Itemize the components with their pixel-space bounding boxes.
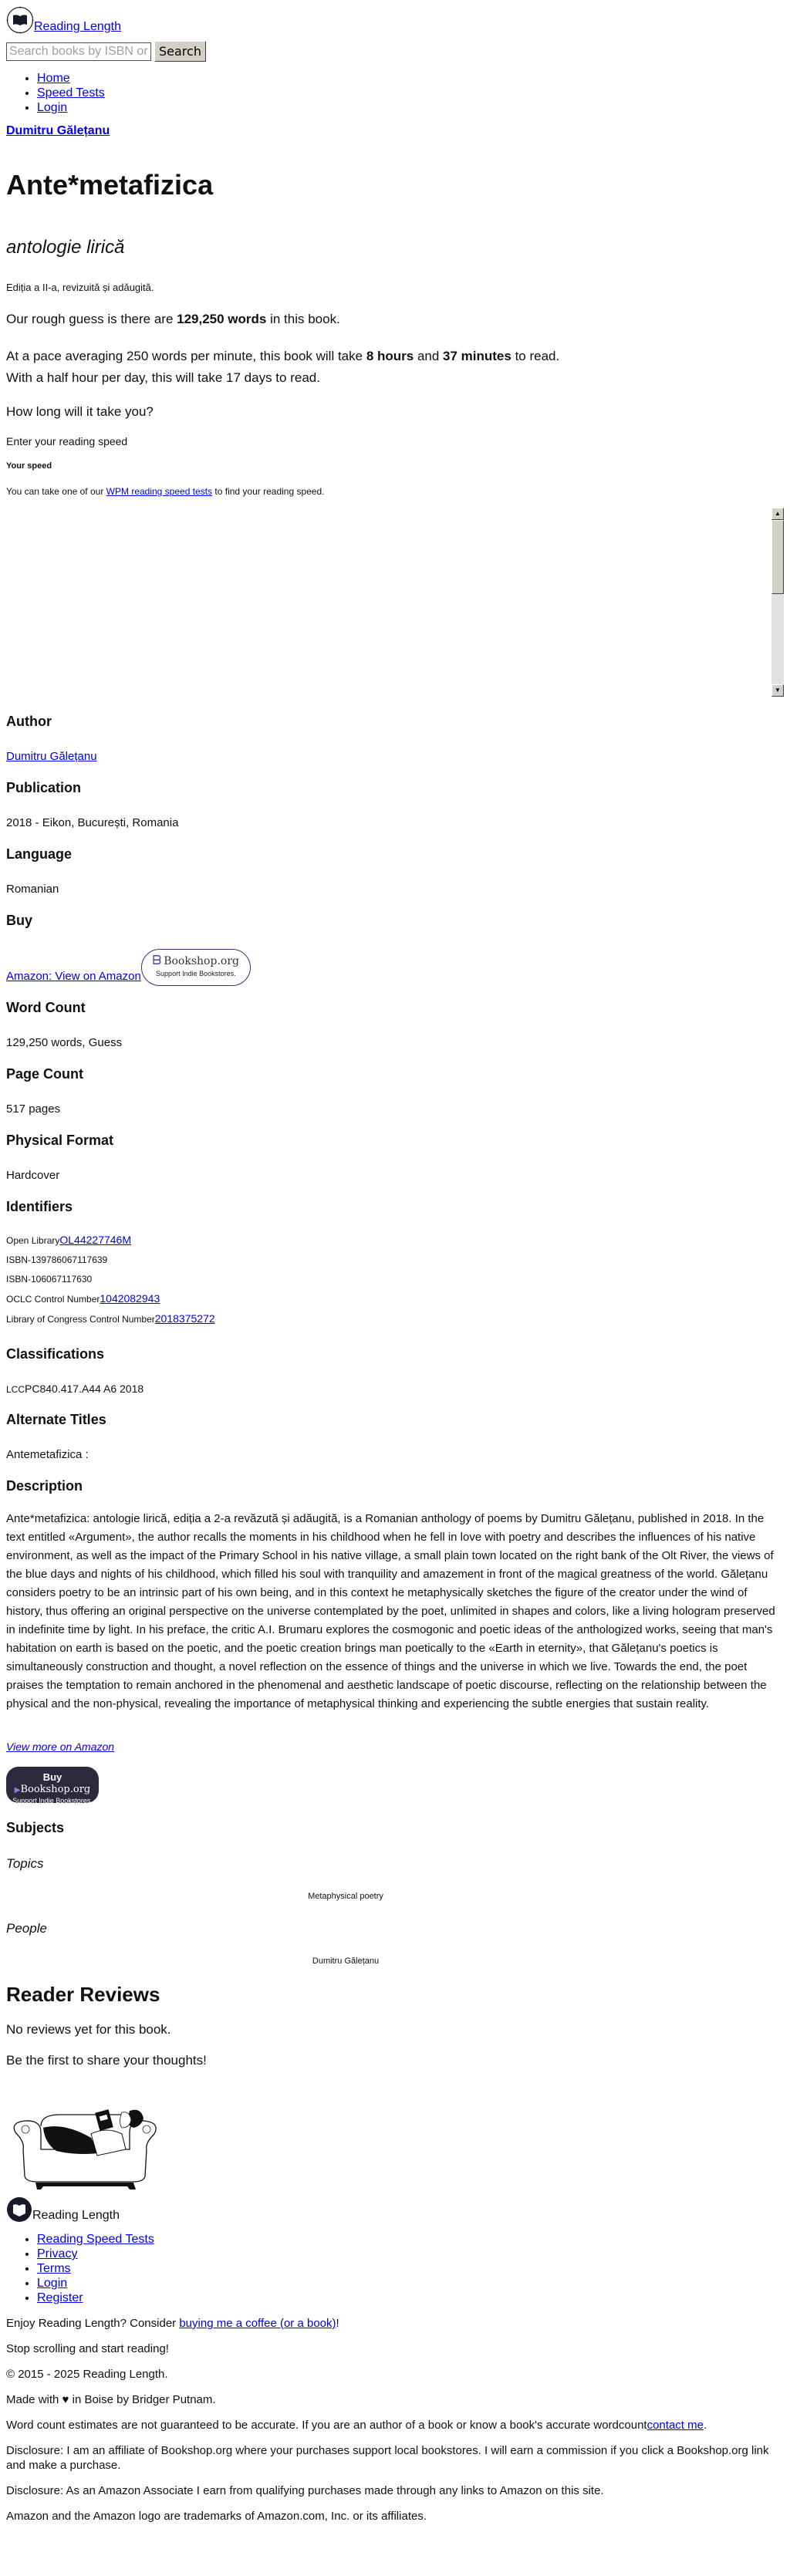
oclc-link[interactable]: 1042082943 — [100, 1292, 160, 1305]
word-guess-count: 129,250 words — [177, 312, 267, 326]
footer-nav-item — [37, 2232, 784, 2247]
identifier-label: Open Library — [6, 1235, 60, 1246]
lcc-classification — [6, 1383, 784, 1395]
tests-post: to find your reading speed. — [212, 486, 325, 497]
made-post: in Boise by Bridger Putnam. — [69, 2393, 216, 2406]
contact-me-link[interactable]: contact me — [647, 2419, 704, 2432]
your-speed-label: Your speed — [6, 461, 52, 471]
language-value: Romanian — [6, 883, 59, 896]
main-nav — [6, 71, 784, 115]
isbn10-value: 6067117630 — [41, 1274, 93, 1285]
tests-pre: You can take one of our — [6, 486, 106, 497]
word-guess-pre: Our rough guess is there are — [6, 312, 177, 326]
topics-label: Topics — [6, 1856, 44, 1871]
book-subtitle: antologie lirică — [6, 237, 125, 258]
buy-bookshop-button[interactable] — [6, 1767, 99, 1803]
book-page — [6, 124, 784, 2196]
scroll-up-arrow-icon[interactable]: ▲ — [771, 508, 784, 520]
amazon-disclosure: Disclosure: As an Amazon Associate I earn from qualifying purchases made through any links to Amazon on this site. — [6, 2484, 604, 2497]
half-hour-estimate: With a half hour per day, this will take 17 days to read. — [6, 370, 320, 385]
description-text: Ante*metafizica: antologie lirică, ediția a 2-a revăzută și adăugită, is a Romanian anthology of poems by Dumitru Gălețanu, published in 2018. In the text entitled «Argument», the author recalls the moments in his childhood when he fell in love with poetry and describes the influences of his native environment, as well as the impact of the Primary School in his native village, a small plain town located on the right bank of the Olt River, the views of the blue days and nights of his childhood, which filled his soul with tranquility and amazement in front of the magical greatness of the world. Gălețanu considers poetry to be an intrinsic part of his own being, and in this context he metaphysically sketches the figure of the creator under the wind of history, thus offering an original perspective on the universe contemplated by the poet, unlimited in shapes and colors, like a living hologram preserved in indefinite time by light. In his preface, the critic A.I. Brumaru explores the cosmogonic and poetic ideas of the anthologized works, seeing that man's habitation on earth is based on the poetic, and the poetic creation brings man poetically to the «Earth in eternity», that Gălețanu's poetics is simultaneously construction and thought, a novel reflection on the essence of things and the universe in which we live. Towards the end, the poet praises the temptation to remain anchored in the phenomenal and aesthetic landscape of poetic discourse, reflecting on the relationship between the physical and the non-physical, revealing the importance of metaphysical thinking and experiencing the subtle energies that sustain reality. — [6, 1512, 775, 1710]
pace-pre: At a pace averaging 250 words per minute, this book will take — [6, 349, 366, 363]
nav-item-login — [37, 100, 784, 115]
identifiers-heading: Identifiers — [6, 1199, 73, 1214]
play-arrow-icon: ▶ — [14, 1786, 21, 1794]
footer-nav-item — [37, 2291, 784, 2305]
pace-post: to read. — [511, 349, 560, 363]
book-logo-icon — [6, 2196, 32, 2223]
speed-calculator-frame — [6, 508, 784, 697]
buy-bookshop-title — [6, 1771, 99, 1795]
bookshop-badge-link[interactable] — [141, 949, 251, 986]
page-count-value: 517 pages — [6, 1102, 61, 1116]
format-heading: Physical Format — [6, 1133, 114, 1148]
footer-nav-item — [37, 2247, 784, 2261]
buy-links — [6, 949, 784, 983]
brand-name: Reading Length — [34, 20, 121, 33]
language-heading: Language — [6, 846, 73, 862]
author-link[interactable]: Dumitru Gălețanu — [6, 750, 97, 763]
book-logo-icon — [6, 6, 34, 34]
reviews-cta: Be the first to share your thoughts! — [6, 2053, 207, 2068]
identifier-label: Library of Congress Control Number — [6, 1314, 155, 1325]
word-count-value: 129,250 words, Guess — [6, 1036, 123, 1049]
wpm-tests-link[interactable]: WPM reading speed tests — [106, 486, 213, 497]
footer-nav — [6, 2232, 784, 2305]
no-reviews-text: No reviews yet for this book. — [6, 2022, 171, 2037]
buy-label: Buy — [42, 1771, 62, 1783]
made-with-note — [6, 2392, 784, 2407]
nav-item-home — [37, 71, 784, 86]
support-pre: Enjoy Reading Length? Consider — [6, 2317, 180, 2330]
bookshop-badge-subtitle: Support Indie Bookstores. — [156, 970, 236, 977]
search-form — [6, 41, 784, 62]
support-note — [6, 2316, 784, 2331]
nav-item-speed-tests — [37, 86, 784, 100]
search-button[interactable]: Search — [154, 41, 206, 62]
bookshop-name: Bookshop.org — [20, 1784, 91, 1795]
isbn13-value: 9786067117639 — [41, 1254, 108, 1265]
identifier-row — [6, 1251, 784, 1270]
identifier-row — [6, 1289, 784, 1309]
lcc-label: LCC — [6, 1384, 25, 1395]
author-link-top[interactable]: Dumitru Gălețanu — [6, 124, 110, 137]
wordcount-disclaimer — [6, 2418, 784, 2433]
pace-hours: 8 hours — [366, 349, 414, 363]
alternate-title: Antemetafizica : — [6, 1448, 89, 1461]
site-header — [6, 6, 784, 115]
identifiers-list — [6, 1231, 784, 1329]
footer-brand-name: Reading Length — [32, 2209, 120, 2222]
view-more-amazon-link[interactable]: View more on Amazon — [6, 1740, 115, 1753]
lcc-value: PC840.417.A44 A6 2018 — [25, 1383, 144, 1395]
nav-link-speed-tests[interactable]: Speed Tests — [37, 86, 105, 100]
identifier-row — [6, 1309, 784, 1329]
word-count-heading: Word Count — [6, 1000, 86, 1015]
nav-link-home[interactable]: Home — [37, 72, 70, 85]
identifier-label: ISBN-13 — [6, 1254, 42, 1265]
reviews-heading: Reader Reviews — [6, 1983, 160, 2006]
buy-bookshop-subtitle: Support Indie Bookstores. — [12, 1797, 93, 1805]
footer-brand — [6, 2196, 784, 2223]
wordcount-pre: Word count estimates are not guaranteed to be accurate. If you are an author of a book or know a book's accurate wordcount — [6, 2419, 647, 2432]
topic-item[interactable]: Metaphysical poetry — [308, 1892, 383, 1901]
footer-link-terms[interactable]: Terms — [37, 2262, 71, 2275]
search-input[interactable] — [6, 42, 151, 61]
format-value: Hardcover — [6, 1169, 60, 1182]
footer-nav-item — [37, 2261, 784, 2276]
home-logo-link[interactable] — [6, 6, 121, 34]
identifier-row — [6, 1270, 784, 1289]
subjects-heading: Subjects — [6, 1820, 65, 1835]
heart-icon: ♥ — [62, 2393, 69, 2406]
page-count-heading: Page Count — [6, 1066, 84, 1082]
scroll-down-arrow-icon[interactable]: ▼ — [771, 684, 784, 697]
nav-link-login[interactable]: Login — [37, 101, 68, 114]
amazon-trademark: Amazon and the Amazon logo are trademarks of Amazon.com, Inc. or its affiliates. — [6, 2510, 427, 2523]
footer-link-login[interactable]: Login — [37, 2277, 68, 2290]
buy-heading: Buy — [6, 913, 33, 928]
description-heading: Description — [6, 1478, 83, 1494]
reading-time — [6, 346, 784, 389]
author-heading: Author — [6, 714, 52, 729]
wordcount-post: . — [703, 2419, 707, 2432]
pace-minutes: 37 minutes — [443, 349, 511, 363]
reader-on-couch-illustration — [6, 2095, 160, 2193]
amazon-link[interactable]: Amazon: View on Amazon — [6, 970, 141, 983]
pace-and: and — [414, 349, 444, 363]
alternate-titles-heading: Alternate Titles — [6, 1412, 106, 1427]
identifier-label: OCLC Control Number — [6, 1294, 100, 1305]
person-item[interactable]: Dumitru Gălețanu — [312, 1956, 380, 1966]
tagline: Stop scrolling and start reading! — [6, 2342, 169, 2355]
support-post: ! — [336, 2317, 339, 2330]
bookshop-badge-title — [142, 954, 250, 968]
footer-nav-item — [37, 2276, 784, 2291]
bookshop-logo-icon: ᗷ — [152, 954, 162, 967]
bookshop-disclosure: Disclosure: I am an affiliate of Bookshop.org where your purchases support local bookstores. I will earn a commission if you click a Bookshop.org link and make a purchase. — [6, 2444, 769, 2472]
scrollbar-thumb[interactable] — [771, 520, 784, 594]
book-title: Ante*metafizica — [6, 169, 214, 201]
buy-coffee-link[interactable]: buying me a coffee (or a book) — [179, 2317, 336, 2330]
classifications-heading: Classifications — [6, 1346, 105, 1362]
site-footer — [6, 2196, 784, 2524]
word-guess — [6, 312, 784, 327]
enter-speed-label: Enter your reading speed — [6, 435, 128, 447]
publication-heading: Publication — [6, 780, 82, 795]
bookshop-badge-title-text: Bookshop.org — [164, 955, 239, 967]
identifier-label: ISBN-10 — [6, 1274, 42, 1285]
word-guess-post: in this book. — [266, 312, 340, 326]
frame-scrollbar[interactable] — [771, 508, 784, 697]
how-long-heading: How long will it take you? — [6, 404, 154, 419]
edition-note: Ediția a II-a, revizuită și adăugită. — [6, 282, 154, 293]
open-library-link[interactable]: OL44227746M — [59, 1234, 132, 1246]
lccn-link[interactable]: 2018375272 — [154, 1312, 215, 1325]
publication-value: 2018 - Eikon, București, Romania — [6, 816, 179, 829]
identifier-row — [6, 1231, 784, 1251]
people-label: People — [6, 1921, 47, 1936]
made-pre: Made with — [6, 2393, 62, 2406]
footer-link-speed-tests[interactable]: Reading Speed Tests — [37, 2233, 154, 2246]
speed-tests-note — [6, 486, 784, 497]
footer-link-privacy[interactable]: Privacy — [37, 2247, 78, 2260]
footer-link-register[interactable]: Register — [37, 2291, 83, 2304]
copyright: © 2015 - 2025 Reading Length. — [6, 2368, 168, 2381]
